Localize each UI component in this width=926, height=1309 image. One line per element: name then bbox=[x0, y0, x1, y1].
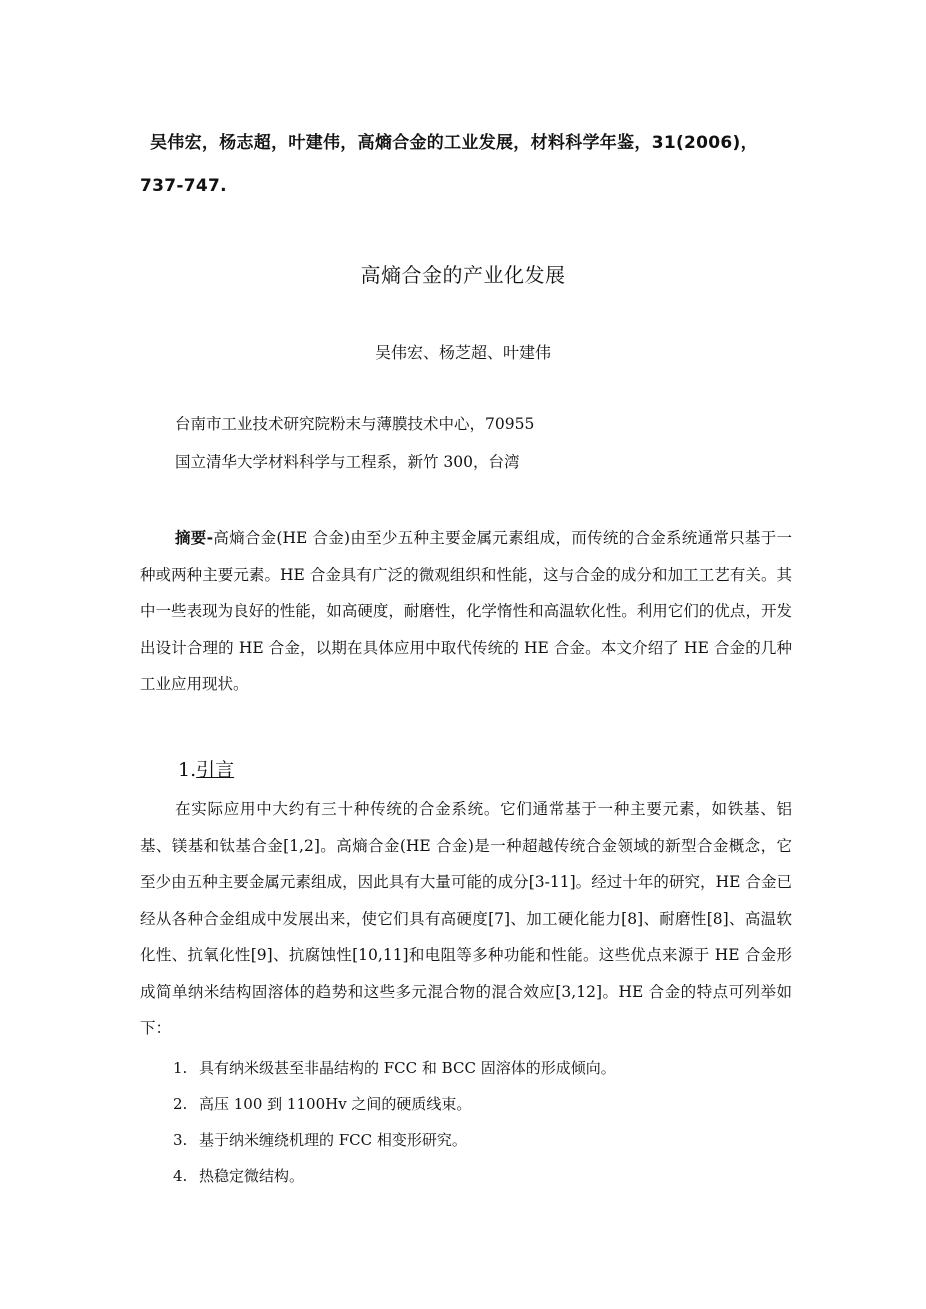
paper-title: 高熵合金的产业化发展 bbox=[360, 263, 566, 287]
affiliation-2: 国立清华大学材料科学与工程系，新竹 300，台湾 bbox=[175, 453, 520, 471]
list-item-number: 2. bbox=[173, 1095, 188, 1113]
list-item-text: 高压 100 到 1100Hv 之间的硬质线束。 bbox=[199, 1095, 472, 1113]
citation-line-1: 吴伟宏，杨志超，叶建伟，高熵合金的工业发展，材料科学年鉴，31(2006)， bbox=[150, 133, 758, 153]
list-item-text: 基于纳米缠绕机理的 FCC 相变形研究。 bbox=[199, 1131, 467, 1149]
affiliation-1: 台南市工业技术研究院粉末与薄膜技术中心，70955 bbox=[175, 415, 535, 433]
feature-list bbox=[173, 1050, 616, 1194]
section-title: 引言 bbox=[196, 759, 235, 781]
list-item bbox=[173, 1086, 616, 1122]
list-item-number: 3. bbox=[173, 1131, 188, 1149]
abstract-text: 高熵合金(HE 合金)由至少五种主要金属元素组成，而传统的合金系统通常只基于一种或两种主要元素。HE 合金具有广泛的微观组织和性能，这与合金的成分和加工工艺有关。其中一些表现为良好的性能，如高硬度，耐磨性，化学惰性和高温软化性。利用它们的优点，开发出设计合理的 HE 合金，以期在具体应用中取代传统的 HE 合金。本文介绍了 HE 合金的几种工业应用现状。 bbox=[140, 529, 792, 693]
abstract bbox=[140, 520, 792, 703]
abstract-lead: 摘要- bbox=[175, 529, 213, 547]
list-item bbox=[173, 1050, 616, 1086]
list-item-number: 4. bbox=[173, 1167, 188, 1185]
list-item-number: 1. bbox=[173, 1059, 188, 1077]
author-list: 吴伟宏、杨芝超、叶建伟 bbox=[374, 343, 551, 362]
section-number: 1. bbox=[178, 759, 197, 781]
list-item bbox=[173, 1122, 616, 1158]
introduction-paragraph: 在实际应用中大约有三十种传统的合金系统。它们通常基于一种主要元素，如铁基、铝基、镁基和钛基合金[1,2]。高熵合金(HE 合金)是一种超越传统合金领域的新型合金概念，它至少由五种主要金属元素组成，因此具有大量可能的成分[3-11]。经过十年的研究，HE 合金已经从各种合金组成中发展出来，使它们具有高硬度[7]、加工硬化能力[8]、耐磨性[8]、高温软化性、抗氧化性[9]、抗腐蚀性[10,11]和电阻等多种功能和性能。这些优点来源于 HE 合金形成简单纳米结构固溶体的趋势和这些多元混合物的混合效应[3,12]。HE 合金的特点可列举如下： bbox=[140, 800, 792, 1037]
section-heading-introduction bbox=[178, 755, 234, 782]
list-item-text: 具有纳米级甚至非晶结构的 FCC 和 BCC 固溶体的形成倾向。 bbox=[199, 1059, 616, 1077]
list-item bbox=[173, 1158, 616, 1194]
list-item-text: 热稳定微结构。 bbox=[199, 1167, 305, 1185]
citation-line-2: 737-747. bbox=[140, 176, 227, 196]
